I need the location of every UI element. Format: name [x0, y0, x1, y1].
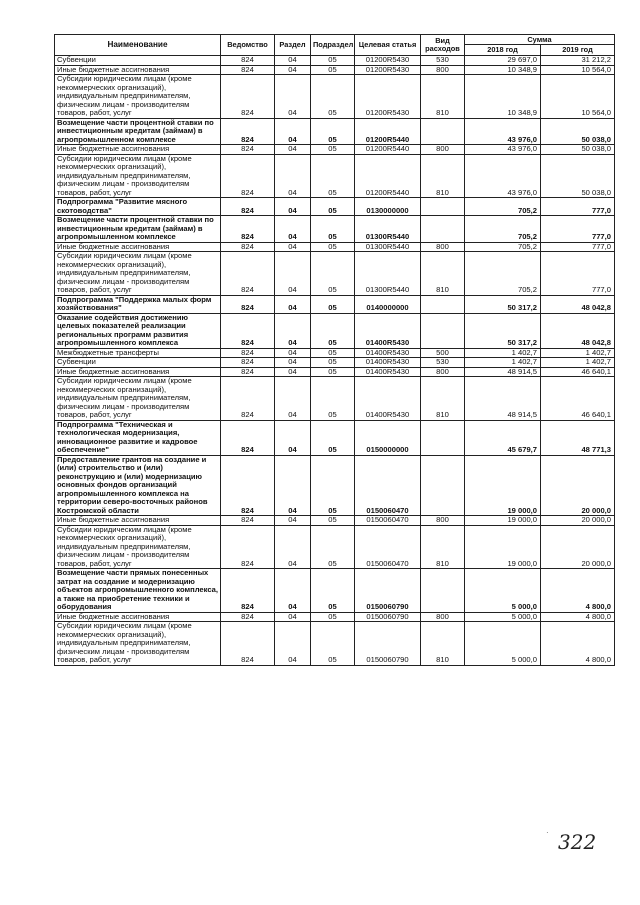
- cell-target-item: 0150060790: [355, 612, 421, 622]
- cell-subsection: 05: [311, 65, 355, 75]
- cell-section: 04: [275, 145, 311, 155]
- table-row: [55, 75, 615, 119]
- cell-sum-2019: 46 640,1: [541, 367, 615, 377]
- budget-table-sheet: [54, 34, 614, 666]
- cell-department: 824: [221, 358, 275, 368]
- cell-sum-2018: 50 317,2: [465, 313, 541, 348]
- cell-subsection: 05: [311, 252, 355, 296]
- cell-section: 04: [275, 242, 311, 252]
- table-row: [55, 622, 615, 666]
- cell-target-item: 0150060470: [355, 455, 421, 516]
- cell-expense-type: [421, 455, 465, 516]
- cell-department: 824: [221, 367, 275, 377]
- table-row: [55, 358, 615, 368]
- cell-department: 824: [221, 525, 275, 569]
- cell-name: Иные бюджетные ассигнования: [55, 65, 221, 75]
- cell-department: 824: [221, 145, 275, 155]
- cell-name: Субсидии юридическим лицам (кроме некоммерческих организаций), индивидуальным предпринимателям, физическим лицам - производителям товаров, работ, услуг: [55, 525, 221, 569]
- cell-name: Оказание содействия достижению целевых показателей реализации региональных программ развития агропромышленного комплекса: [55, 313, 221, 348]
- cell-expense-type: [421, 198, 465, 216]
- table-body: [55, 56, 615, 666]
- header-year-2018: 2018 год: [465, 45, 541, 56]
- cell-sum-2018: 43 976,0: [465, 154, 541, 198]
- cell-expense-type: [421, 569, 465, 613]
- table-row: [55, 455, 615, 516]
- cell-section: 04: [275, 56, 311, 66]
- cell-name: Иные бюджетные ассигнования: [55, 367, 221, 377]
- cell-section: 04: [275, 525, 311, 569]
- table-row: [55, 252, 615, 296]
- cell-section: 04: [275, 420, 311, 455]
- cell-department: 824: [221, 198, 275, 216]
- cell-sum-2019: 1 402,7: [541, 358, 615, 368]
- cell-target-item: 0150060790: [355, 622, 421, 666]
- header-name: Наименование: [55, 35, 221, 56]
- cell-expense-type: 810: [421, 154, 465, 198]
- cell-department: 824: [221, 56, 275, 66]
- table-row: [55, 216, 615, 243]
- cell-name: Предоставление грантов на создание и (или) строительство и (или) реконструкцию и (или) модернизацию основных фондов организаций агропромышленного комплекса на территории северо-восточных районов Костромской области: [55, 455, 221, 516]
- cell-subsection: 05: [311, 198, 355, 216]
- table-row: [55, 348, 615, 358]
- table-row: [55, 145, 615, 155]
- cell-sum-2018: 5 000,0: [465, 569, 541, 613]
- cell-target-item: 0150060470: [355, 516, 421, 526]
- cell-sum-2019: 777,0: [541, 242, 615, 252]
- cell-name: Возмещение части прямых понесенных затрат на создание и модернизацию объектов агропромышленного комплекса, а также на приобретение техники и оборудования: [55, 569, 221, 613]
- cell-expense-type: 800: [421, 145, 465, 155]
- cell-name: Возмещение части процентной ставки по инвестиционным кредитам (займам) в агропромышленном комплексе: [55, 216, 221, 243]
- cell-subsection: 05: [311, 216, 355, 243]
- cell-expense-type: [421, 313, 465, 348]
- table-row: [55, 612, 615, 622]
- cell-section: 04: [275, 612, 311, 622]
- cell-subsection: 05: [311, 313, 355, 348]
- cell-sum-2019: 1 402,7: [541, 348, 615, 358]
- cell-department: 824: [221, 313, 275, 348]
- cell-subsection: 05: [311, 118, 355, 145]
- cell-sum-2019: 777,0: [541, 252, 615, 296]
- cell-sum-2019: 20 000,0: [541, 525, 615, 569]
- cell-subsection: 05: [311, 622, 355, 666]
- cell-department: 824: [221, 516, 275, 526]
- cell-expense-type: 530: [421, 56, 465, 66]
- cell-expense-type: 530: [421, 358, 465, 368]
- cell-target-item: 0150060470: [355, 525, 421, 569]
- cell-sum-2018: 1 402,7: [465, 348, 541, 358]
- cell-subsection: 05: [311, 455, 355, 516]
- cell-section: 04: [275, 455, 311, 516]
- header-sum: Сумма: [465, 35, 615, 45]
- cell-sum-2019: 50 038,0: [541, 145, 615, 155]
- cell-sum-2018: 43 976,0: [465, 145, 541, 155]
- header-expense-type: Вид расходов: [421, 35, 465, 56]
- cell-target-item: 0150060790: [355, 569, 421, 613]
- table-row: [55, 313, 615, 348]
- cell-target-item: 01400R5430: [355, 367, 421, 377]
- cell-department: 824: [221, 154, 275, 198]
- cell-name: Подпрограмма "Развитие мясного скотоводства": [55, 198, 221, 216]
- cell-target-item: 01300R5440: [355, 242, 421, 252]
- cell-sum-2019: 10 564,0: [541, 65, 615, 75]
- cell-subsection: 05: [311, 295, 355, 313]
- cell-expense-type: 500: [421, 348, 465, 358]
- cell-section: 04: [275, 358, 311, 368]
- cell-sum-2018: 43 976,0: [465, 118, 541, 145]
- cell-sum-2018: 5 000,0: [465, 622, 541, 666]
- table-row: [55, 569, 615, 613]
- cell-sum-2019: 48 771,3: [541, 420, 615, 455]
- cell-expense-type: 810: [421, 377, 465, 421]
- cell-sum-2019: 10 564,0: [541, 75, 615, 119]
- cell-department: 824: [221, 377, 275, 421]
- cell-expense-type: 800: [421, 367, 465, 377]
- table-row: [55, 420, 615, 455]
- cell-subsection: 05: [311, 525, 355, 569]
- cell-target-item: 01300R5440: [355, 216, 421, 243]
- cell-sum-2018: 705,2: [465, 216, 541, 243]
- cell-target-item: 01400R5430: [355, 348, 421, 358]
- cell-section: 04: [275, 367, 311, 377]
- cell-target-item: 0150000000: [355, 420, 421, 455]
- cell-subsection: 05: [311, 154, 355, 198]
- cell-sum-2018: 50 317,2: [465, 295, 541, 313]
- cell-sum-2018: 19 000,0: [465, 455, 541, 516]
- cell-sum-2018: 10 348,9: [465, 75, 541, 119]
- cell-name: Субсидии юридическим лицам (кроме некоммерческих организаций), индивидуальным предпринимателям, физическим лицам - производителям товаров, работ, услуг: [55, 622, 221, 666]
- cell-subsection: 05: [311, 420, 355, 455]
- cell-section: 04: [275, 313, 311, 348]
- cell-sum-2018: 5 000,0: [465, 612, 541, 622]
- cell-department: 824: [221, 295, 275, 313]
- cell-sum-2019: 48 042,8: [541, 313, 615, 348]
- cell-department: 824: [221, 216, 275, 243]
- cell-section: 04: [275, 569, 311, 613]
- cell-target-item: 01200R5430: [355, 56, 421, 66]
- cell-expense-type: 800: [421, 65, 465, 75]
- cell-expense-type: [421, 295, 465, 313]
- cell-target-item: 01400R5430: [355, 313, 421, 348]
- table-row: [55, 516, 615, 526]
- cell-target-item: 01200R5440: [355, 118, 421, 145]
- cell-department: 824: [221, 242, 275, 252]
- cell-name: Субвенции: [55, 56, 221, 66]
- cell-sum-2018: 45 679,7: [465, 420, 541, 455]
- cell-sum-2018: 10 348,9: [465, 65, 541, 75]
- table-row: [55, 56, 615, 66]
- cell-sum-2019: 4 800,0: [541, 622, 615, 666]
- cell-sum-2018: 705,2: [465, 242, 541, 252]
- cell-subsection: 05: [311, 367, 355, 377]
- budget-table: [54, 34, 615, 666]
- cell-subsection: 05: [311, 516, 355, 526]
- header-subsection: Подраздел: [311, 35, 355, 56]
- cell-subsection: 05: [311, 377, 355, 421]
- cell-sum-2018: 19 000,0: [465, 516, 541, 526]
- cell-department: 824: [221, 118, 275, 145]
- cell-sum-2018: 705,2: [465, 252, 541, 296]
- cell-sum-2018: 705,2: [465, 198, 541, 216]
- cell-department: 824: [221, 622, 275, 666]
- cell-target-item: 01400R5430: [355, 358, 421, 368]
- table-row: [55, 65, 615, 75]
- cell-section: 04: [275, 118, 311, 145]
- cell-sum-2019: 20 000,0: [541, 455, 615, 516]
- cell-subsection: 05: [311, 75, 355, 119]
- cell-name: Подпрограмма "Поддержка малых форм хозяйствования": [55, 295, 221, 313]
- header-year-2019: 2019 год: [541, 45, 615, 56]
- cell-sum-2018: 48 914,5: [465, 377, 541, 421]
- cell-subsection: 05: [311, 358, 355, 368]
- cell-department: 824: [221, 612, 275, 622]
- cell-name: Субсидии юридическим лицам (кроме некоммерческих организаций), индивидуальным предпринимателям, физическим лицам - производителям товаров, работ, услуг: [55, 75, 221, 119]
- cell-subsection: 05: [311, 56, 355, 66]
- table-row: [55, 525, 615, 569]
- cell-target-item: 01200R5430: [355, 75, 421, 119]
- cell-department: 824: [221, 569, 275, 613]
- table-header: [55, 35, 615, 56]
- header-target-item: Целевая статья: [355, 35, 421, 56]
- cell-target-item: 01200R5440: [355, 154, 421, 198]
- cell-sum-2018: 1 402,7: [465, 358, 541, 368]
- table-row: [55, 295, 615, 313]
- cell-department: 824: [221, 420, 275, 455]
- cell-target-item: 01200R5440: [355, 145, 421, 155]
- cell-name: Иные бюджетные ассигнования: [55, 242, 221, 252]
- cell-department: 824: [221, 455, 275, 516]
- cell-section: 04: [275, 295, 311, 313]
- cell-sum-2019: 777,0: [541, 216, 615, 243]
- cell-name: Подпрограмма "Техническая и технологическая модернизация, инновационное развитие и кадровое обеспечение": [55, 420, 221, 455]
- header-department: Ведомство: [221, 35, 275, 56]
- cell-section: 04: [275, 65, 311, 75]
- cell-expense-type: 800: [421, 612, 465, 622]
- cell-sum-2019: 48 042,8: [541, 295, 615, 313]
- cell-expense-type: 800: [421, 242, 465, 252]
- cell-name: Субвенции: [55, 358, 221, 368]
- cell-section: 04: [275, 252, 311, 296]
- cell-name: Субсидии юридическим лицам (кроме некоммерческих организаций), индивидуальным предпринимателям, физическим лицам - производителям товаров, работ, услуг: [55, 377, 221, 421]
- cell-expense-type: [421, 118, 465, 145]
- table-row: [55, 242, 615, 252]
- cell-target-item: 01300R5440: [355, 252, 421, 296]
- cell-expense-type: 810: [421, 252, 465, 296]
- cell-target-item: 01200R5430: [355, 65, 421, 75]
- cell-section: 04: [275, 198, 311, 216]
- cell-section: 04: [275, 622, 311, 666]
- cell-sum-2019: 46 640,1: [541, 377, 615, 421]
- cell-sum-2019: 20 000,0: [541, 516, 615, 526]
- cell-subsection: 05: [311, 145, 355, 155]
- cell-target-item: 0130000000: [355, 198, 421, 216]
- cell-department: 824: [221, 348, 275, 358]
- cell-expense-type: [421, 420, 465, 455]
- page-number: 322: [558, 830, 597, 854]
- cell-subsection: 05: [311, 348, 355, 358]
- cell-sum-2018: 29 697,0: [465, 56, 541, 66]
- cell-section: 04: [275, 154, 311, 198]
- cell-name: Иные бюджетные ассигнования: [55, 516, 221, 526]
- cell-section: 04: [275, 377, 311, 421]
- cell-name: Субсидии юридическим лицам (кроме некоммерческих организаций), индивидуальным предпринимателям, физическим лицам - производителям товаров, работ, услуг: [55, 154, 221, 198]
- cell-sum-2019: 777,0: [541, 198, 615, 216]
- cell-section: 04: [275, 348, 311, 358]
- cell-department: 824: [221, 75, 275, 119]
- table-row: [55, 198, 615, 216]
- header-section: Раздел: [275, 35, 311, 56]
- table-row: [55, 154, 615, 198]
- cell-name: Возмещение части процентной ставки по инвестиционным кредитам (займам) в агропромышленном комплексе: [55, 118, 221, 145]
- cell-sum-2019: 4 800,0: [541, 612, 615, 622]
- cell-target-item: 01400R5430: [355, 377, 421, 421]
- table-row: [55, 367, 615, 377]
- cell-name: Субсидии юридическим лицам (кроме некоммерческих организаций), индивидуальным предпринимателям, физическим лицам - производителям товаров, работ, услуг: [55, 252, 221, 296]
- cell-subsection: 05: [311, 612, 355, 622]
- cell-sum-2019: 50 038,0: [541, 154, 615, 198]
- cell-section: 04: [275, 75, 311, 119]
- cell-section: 04: [275, 216, 311, 243]
- cell-subsection: 05: [311, 242, 355, 252]
- cell-sum-2018: 48 914,5: [465, 367, 541, 377]
- cell-expense-type: 810: [421, 525, 465, 569]
- cell-expense-type: [421, 216, 465, 243]
- cell-name: Иные бюджетные ассигнования: [55, 145, 221, 155]
- cell-expense-type: 800: [421, 516, 465, 526]
- cell-expense-type: 810: [421, 75, 465, 119]
- table-row: [55, 118, 615, 145]
- cell-department: 824: [221, 65, 275, 75]
- table-row: [55, 377, 615, 421]
- cell-sum-2019: 31 212,2: [541, 56, 615, 66]
- cell-sum-2018: 19 000,0: [465, 525, 541, 569]
- scan-mark: ·: [546, 828, 549, 837]
- cell-department: 824: [221, 252, 275, 296]
- cell-sum-2019: 4 800,0: [541, 569, 615, 613]
- cell-name: Иные бюджетные ассигнования: [55, 612, 221, 622]
- cell-target-item: 0140000000: [355, 295, 421, 313]
- cell-subsection: 05: [311, 569, 355, 613]
- cell-section: 04: [275, 516, 311, 526]
- cell-name: Межбюджетные трансферты: [55, 348, 221, 358]
- cell-expense-type: 810: [421, 622, 465, 666]
- cell-sum-2019: 50 038,0: [541, 118, 615, 145]
